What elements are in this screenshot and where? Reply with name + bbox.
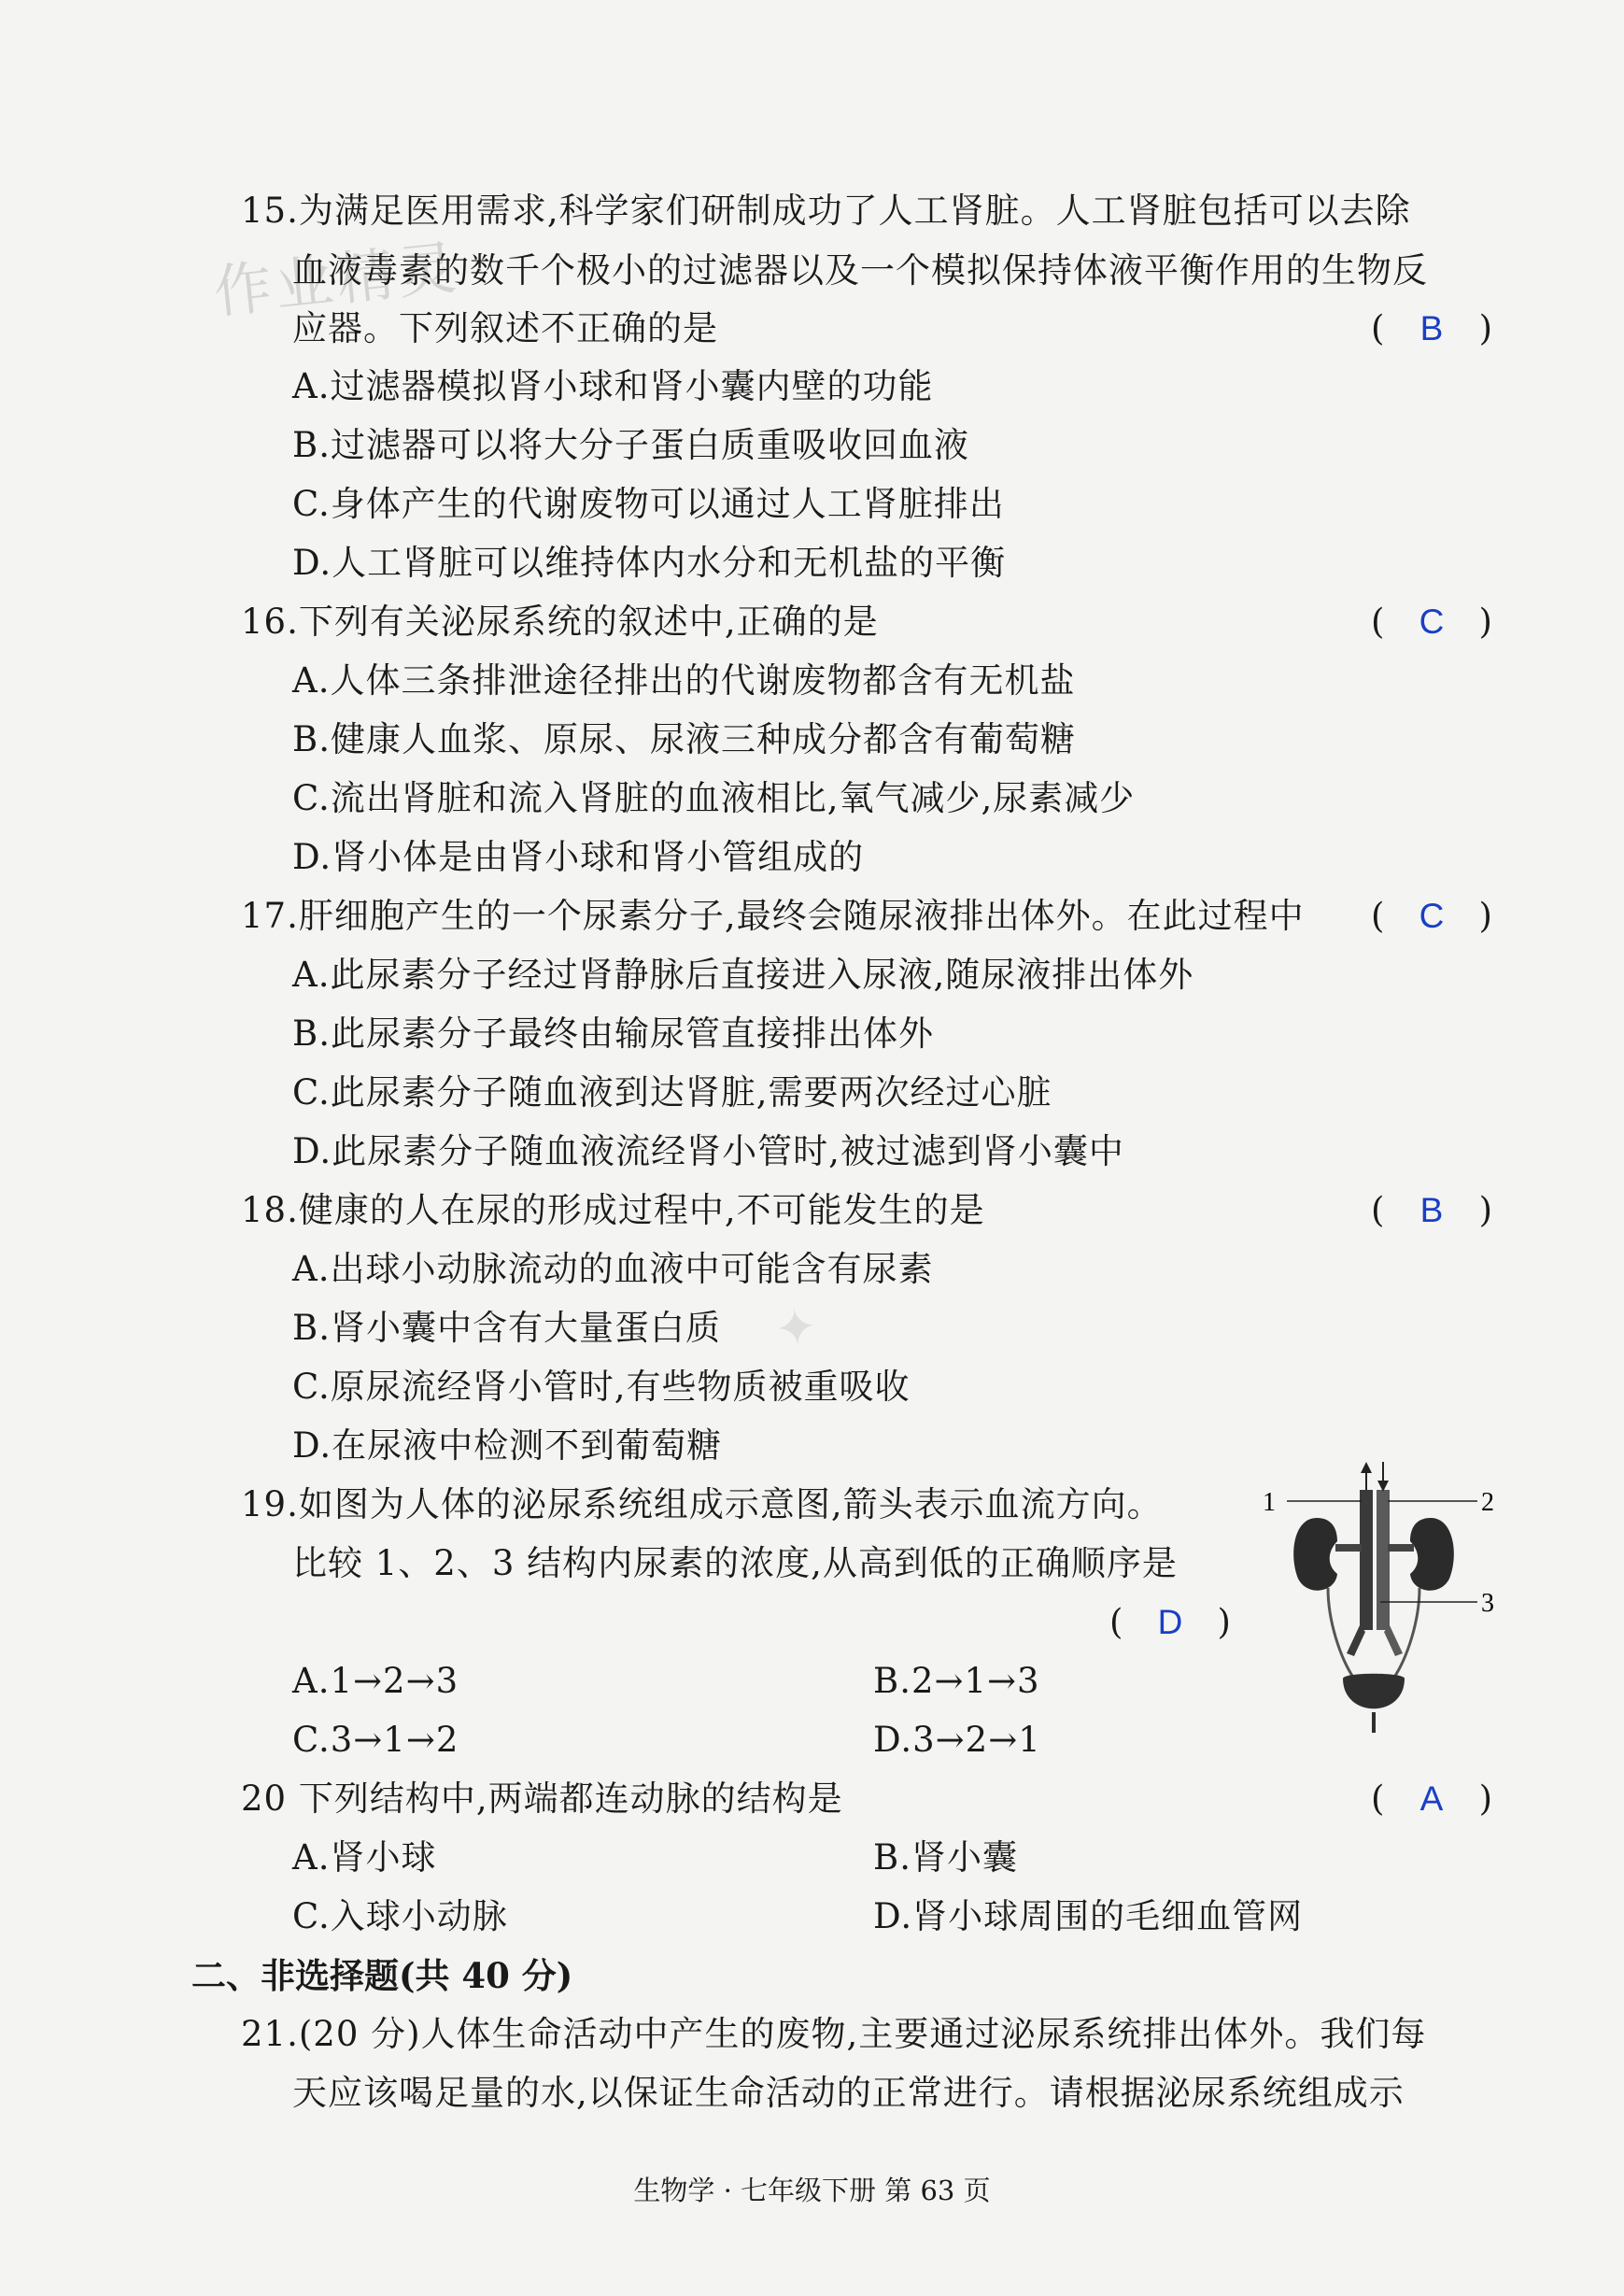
left-kidney [1293,1518,1337,1591]
q19-option-b: B.2→1→3 [873,1661,1040,1701]
q16-option-c: C.流出肾脏和流入肾脏的血液相比,氧气减少,尿素减少 [292,778,1136,818]
q15-option-c: C.身体产生的代谢废物可以通过人工肾脏排出 [292,484,1005,524]
q18-option-b: B.肾小囊中含有大量蛋白质 [292,1308,721,1348]
q20-stem: 20 下列结构中,两端都连动脉的结构是 [241,1779,843,1819]
page-footer: 生物学 · 七年级下册 第 63 页 [633,2175,991,2206]
q18-option-c: C.原尿流经肾小管时,有些物质被重吸收 [292,1367,911,1407]
q16-option-a: A.人体三条排泄途径排出的代谢废物都含有无机盐 [292,660,1076,701]
q19-answer-box: ( D ) [1109,1598,1231,1647]
q17-stem: 17.肝细胞产生的一个尿素分子,最终会随尿液排出体外。在此过程中 [241,896,1305,936]
q20-answer-box: ( A ) [1371,1775,1492,1823]
q16-option-d: D.肾小体是由肾小球和肾小管组成的 [292,837,865,877]
section-heading: 二、非选择题(共 40 分) [191,1955,573,1996]
q17-option-b: B.此尿素分子最终由输尿管直接排出体外 [292,1013,934,1054]
q16-option-b: B.健康人血浆、原尿、尿液三种成分都含有葡萄糖 [292,719,1076,759]
q20-option-a: A.肾小球 [292,1837,437,1878]
urinary-system-figure [1261,1462,1504,1742]
q19-option-a: A.1→2→3 [292,1661,459,1701]
q21-stem-line-2: 天应该喝足量的水,以保证生命活动的正常进行。请根据泌尿系统组成示 [292,2073,1405,2113]
q19-option-c: C.3→1→2 [292,1720,459,1760]
q19-stem-line-1: 19.如图为人体的泌尿系统组成示意图,箭头表示血流方向。 [241,1484,1163,1524]
q21-stem-line-1: 21.(20 分)人体生命活动中产生的废物,主要通过泌尿系统排出体外。我们每 [241,2014,1427,2054]
right-iliac [1384,1625,1403,1656]
q19-answer: D [1157,1603,1183,1641]
q20-answer: A [1419,1779,1444,1818]
q18-answer: B [1419,1191,1444,1229]
q19-stem-line-2: 比较 1、2、3 结构内尿素的浓度,从高到低的正确顺序是 [292,1543,1178,1583]
aorta [1377,1490,1390,1630]
figure-label-1: 1 [1263,1488,1276,1517]
q15-stem-line-2: 血液毒素的数千个极小的过滤器以及一个模拟保持体液平衡作用的生物反 [292,250,1428,291]
q18-stem: 18.健康的人在尿的形成过程中,不可能发生的是 [241,1190,985,1230]
q17-option-c: C.此尿素分子随血液到达肾脏,需要两次经过心脏 [292,1072,1052,1113]
left-iliac [1347,1625,1365,1656]
q17-answer-box: ( C ) [1371,892,1492,941]
q15-answer: B [1419,309,1444,347]
q19-option-d: D.3→2→1 [873,1720,1041,1760]
q15-option-d: D.人工肾脏可以维持体内水分和无机盐的平衡 [292,543,1007,583]
q16-answer-box: ( C ) [1371,598,1492,646]
q15-stem-line-1: 15.为满足医用需求,科学家们研制成功了人工肾脏。人工肾脏包括可以去除 [241,191,1411,231]
figure-label-2: 2 [1481,1488,1494,1517]
q17-answer: C [1419,897,1445,935]
urethra [1372,1712,1376,1733]
left-ureter [1328,1588,1354,1679]
q17-option-d: D.此尿素分子随血液流经肾小管时,被过滤到肾小囊中 [292,1131,1124,1171]
q15-option-b: B.过滤器可以将大分子蛋白质重吸收回血液 [292,425,969,465]
q20-option-b: B.肾小囊 [873,1837,1018,1878]
q17-option-a: A.此尿素分子经过肾静脉后直接进入尿液,随尿液排出体外 [292,955,1194,995]
q20-option-d: D.肾小球周围的毛细血管网 [873,1896,1304,1936]
bladder [1343,1674,1405,1709]
q15-option-a: A.过滤器模拟肾小球和肾小囊内壁的功能 [292,366,934,406]
q20-option-c: C.入球小动脉 [292,1896,508,1936]
q18-option-d: D.在尿液中检测不到葡萄糖 [292,1425,723,1466]
q18-answer-box: ( B ) [1371,1186,1492,1235]
figure-label-3: 3 [1481,1589,1494,1618]
q15-answer-box: ( B ) [1371,305,1492,353]
q18-option-a: A.出球小动脉流动的血液中可能含有尿素 [292,1249,934,1289]
vena-cava [1360,1490,1373,1630]
left-renal-vessel [1335,1544,1362,1552]
q16-stem: 16.下列有关泌尿系统的叙述中,正确的是 [241,602,879,642]
right-kidney [1410,1518,1454,1591]
q16-answer: C [1419,602,1445,641]
q15-stem-line-3: 应器。下列叙述不正确的是 [292,308,718,348]
right-renal-vessel [1388,1544,1414,1552]
faint-watermark: ✦ [771,1296,821,1360]
arrow-up-head-icon [1361,1462,1372,1473]
watermark: 作业精灵 [210,233,463,327]
